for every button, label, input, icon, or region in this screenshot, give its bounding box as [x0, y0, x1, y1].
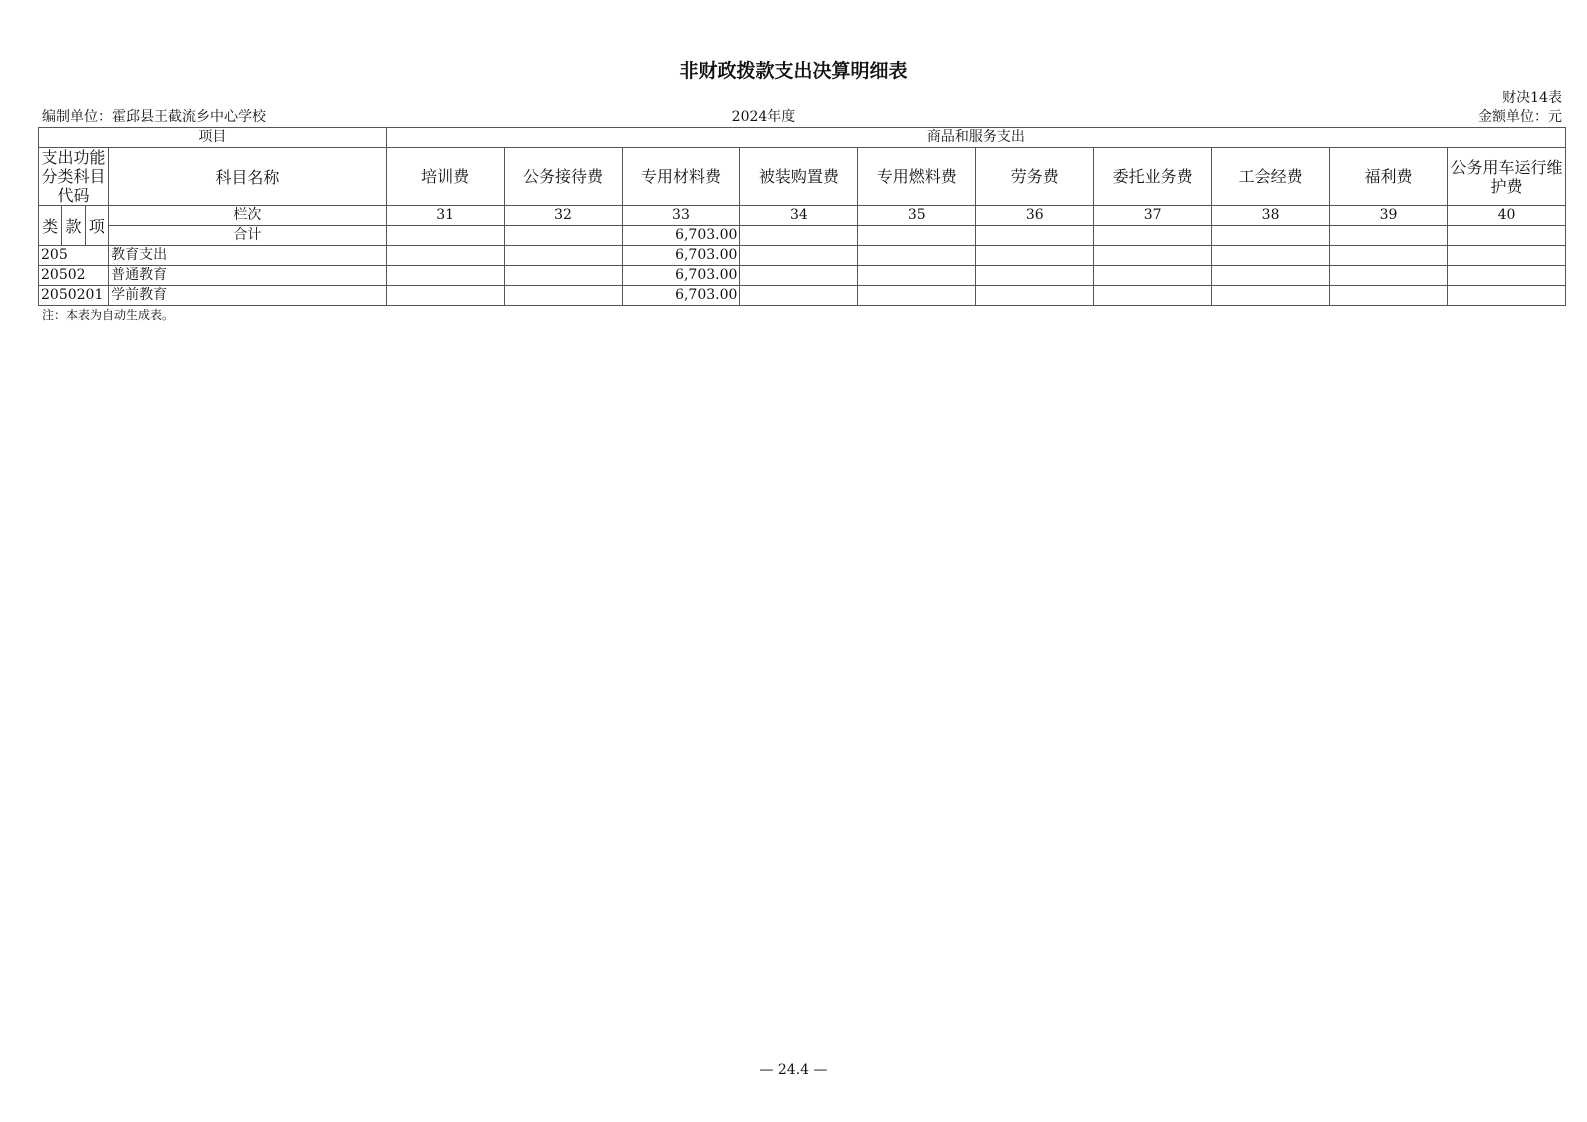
footnote: 注：本表为自动生成表。	[42, 308, 175, 322]
column-number: 32	[504, 206, 622, 226]
amount-cell: 6,703.00	[622, 286, 740, 306]
column-number: 36	[976, 206, 1094, 226]
amount-cell	[858, 246, 976, 266]
amount-cell	[504, 266, 622, 286]
amount-cell	[1212, 246, 1330, 266]
amount-cell	[1330, 286, 1448, 306]
form-number: 财决14表	[1502, 90, 1562, 106]
column-number: 37	[1094, 206, 1212, 226]
header-row-lanci	[39, 206, 1566, 226]
total-cell	[1330, 226, 1448, 246]
column-header: 培训费	[386, 148, 504, 206]
page-number: — 24.4 —	[759, 1062, 828, 1078]
amount-cell: 6,703.00	[622, 266, 740, 286]
amount-cell	[1330, 266, 1448, 286]
item-header: 项目	[39, 128, 387, 148]
total-cell	[1212, 226, 1330, 246]
column-header: 被装购置费	[740, 148, 858, 206]
subject-name-header: 科目名称	[109, 148, 387, 206]
amount-cell	[504, 286, 622, 306]
amount-cell	[1330, 246, 1448, 266]
column-header: 公务接待费	[504, 148, 622, 206]
amount-cell	[1447, 266, 1565, 286]
amount-cell	[976, 246, 1094, 266]
header-row-group	[39, 128, 1566, 148]
column-number: 39	[1330, 206, 1448, 226]
subject-name-cell: 教育支出	[109, 246, 387, 266]
xiang-header: 项	[85, 206, 108, 246]
column-number: 34	[740, 206, 858, 226]
total-cell: 6,703.00	[622, 226, 740, 246]
amount-cell: 6,703.00	[622, 246, 740, 266]
total-cell	[386, 226, 504, 246]
total-cell	[976, 226, 1094, 246]
column-header: 劳务费	[976, 148, 1094, 206]
amount-cell	[386, 286, 504, 306]
amount-cell	[386, 266, 504, 286]
currency-unit: 金额单位：元	[1478, 109, 1562, 125]
total-row	[39, 226, 1566, 246]
expense-table	[38, 127, 1566, 306]
column-number: 31	[386, 206, 504, 226]
total-cell	[740, 226, 858, 246]
amount-cell	[858, 266, 976, 286]
header-row-columns	[39, 148, 1566, 206]
column-header: 专用燃料费	[858, 148, 976, 206]
amount-cell	[740, 286, 858, 306]
table-row	[39, 246, 1566, 266]
column-header: 工会经费	[1212, 148, 1330, 206]
amount-cell	[740, 266, 858, 286]
func-code-cell: 2050201	[39, 286, 109, 306]
column-header: 公务用车运行维护费	[1447, 148, 1565, 206]
lei-header: 类	[39, 206, 62, 246]
amount-cell	[386, 246, 504, 266]
subject-name-cell: 普通教育	[109, 266, 387, 286]
table-row	[39, 286, 1566, 306]
amount-cell	[504, 246, 622, 266]
total-cell	[858, 226, 976, 246]
amount-cell	[976, 286, 1094, 306]
amount-cell	[1094, 266, 1212, 286]
column-number: 33	[622, 206, 740, 226]
amount-cell	[1212, 286, 1330, 306]
amount-cell	[1447, 286, 1565, 306]
amount-cell	[1447, 246, 1565, 266]
subject-name-cell: 学前教育	[109, 286, 387, 306]
amount-cell	[1212, 266, 1330, 286]
column-header: 委托业务费	[1094, 148, 1212, 206]
report-year: 2024年度	[731, 109, 796, 125]
column-number: 35	[858, 206, 976, 226]
column-number: 38	[1212, 206, 1330, 226]
amount-cell	[858, 286, 976, 306]
column-header: 专用材料费	[622, 148, 740, 206]
total-label: 合计	[109, 226, 387, 246]
column-number: 40	[1447, 206, 1565, 226]
func-code-header: 支出功能分类科目代码	[39, 148, 109, 206]
group-header: 商品和服务支出	[386, 128, 1565, 148]
amount-cell	[740, 246, 858, 266]
amount-cell	[976, 266, 1094, 286]
func-code-cell: 20502	[39, 266, 109, 286]
report-title: 非财政拨款支出决算明细表	[679, 60, 908, 82]
total-cell	[1094, 226, 1212, 246]
table-row	[39, 266, 1566, 286]
lanci-label: 栏次	[109, 206, 387, 226]
amount-cell	[1094, 286, 1212, 306]
kuan-header: 款	[62, 206, 85, 246]
total-cell	[504, 226, 622, 246]
amount-cell	[1094, 246, 1212, 266]
column-header: 福利费	[1330, 148, 1448, 206]
total-cell	[1447, 226, 1565, 246]
func-code-cell: 205	[39, 246, 109, 266]
org-unit: 编制单位：霍邱县王截流乡中心学校	[42, 109, 266, 125]
